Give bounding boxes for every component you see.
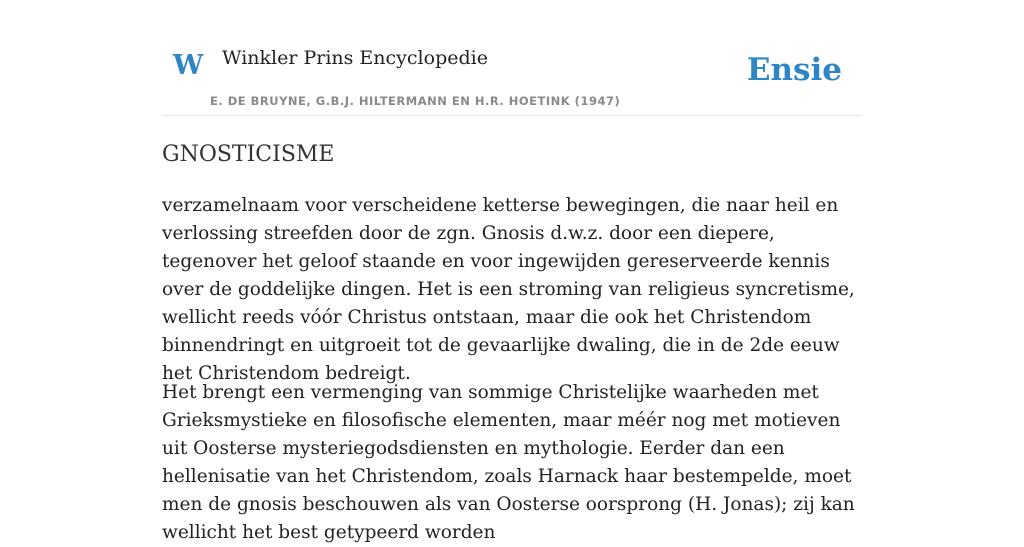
source-title-link[interactable]: Winkler Prins Encyclopedie [222, 47, 488, 69]
article-paragraph: Het brengt een vermenging van sommige Christelijke waarheden met Grieksmystieke en filosofische elementen, maar méér nog met motieven uit Oosterse mysteriegodsdiensten en mythologie. Eerder dan een hellenisatie van het Christendom, zoals Harnack haar bestempelde, moet men de gnosis beschouwen als van Oosterse oorsprong (H. Jonas); zij kan wellicht het best getypeerd worden [162, 382, 855, 543]
source-header [162, 0, 862, 116]
article-headword: GNOSTICISME [162, 142, 335, 167]
article-page [162, 0, 862, 543]
ensie-logo-link[interactable]: Ensie [746, 52, 842, 88]
article-paragraph: verzamelnaam voor verscheidene ketterse bewegingen, die naar heil en verlossing streefden door de zgn. Gnosis d.w.z. door een diepere, tegenover het geloof staande en voor ingewijden gereserveerde kennis over de goddelijke dingen. Het is een stroming van religieus syncretisme, wellicht reeds vóór Christus ontstaan, maar die ook het Christendom binnendringt en uitgroeit tot de gevaarlijke dwaling, die in de 2de eeuw het Christendom bedreigt. [162, 195, 855, 384]
source-authors: E. DE BRUYNE, G.B.J. HILTERMANN EN H.R. HOETINK (1947) [210, 94, 621, 108]
winkler-prins-logo-icon[interactable]: W [173, 50, 204, 81]
